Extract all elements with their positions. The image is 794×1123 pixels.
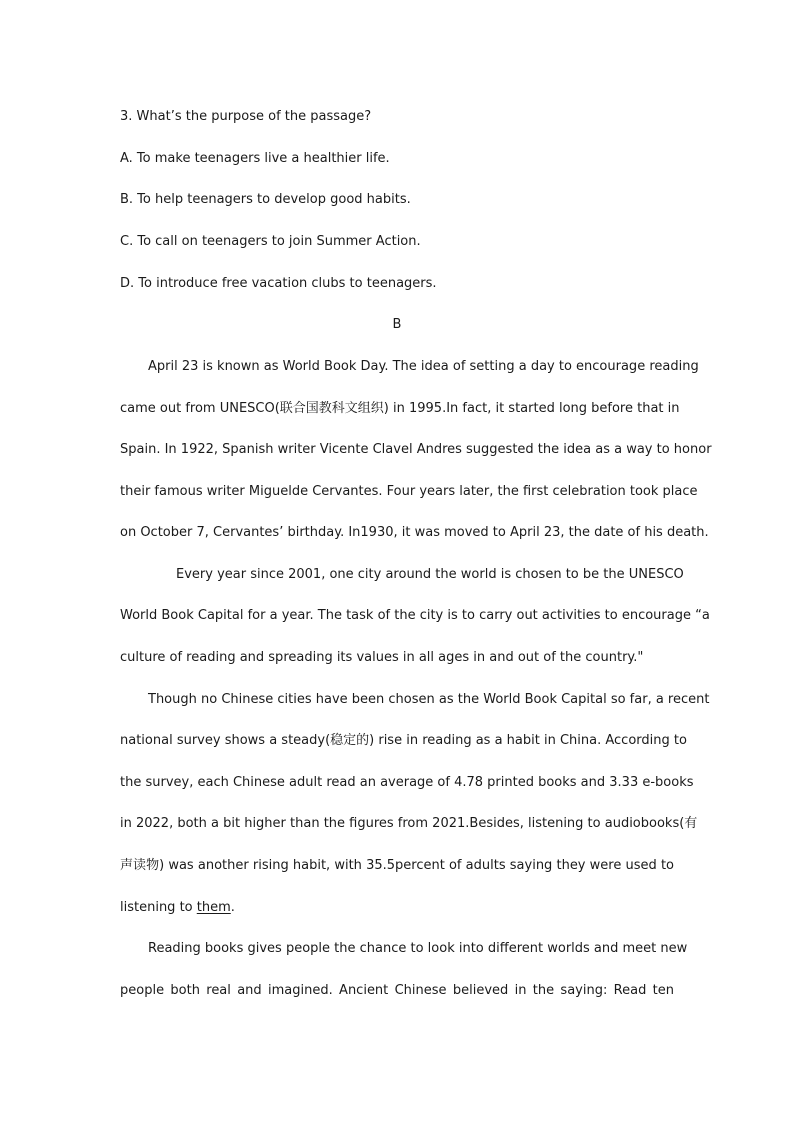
section-title: B bbox=[392, 317, 402, 332]
option-d: D. To introduce free vacation clubs to teenagers. bbox=[120, 276, 437, 291]
option-a: A. To make teenagers live a healthier life. bbox=[120, 151, 390, 166]
p3-last-suffix: . bbox=[230, 900, 235, 915]
p1-line-4: their famous writer Miguelde Cervantes. Four years later, the first celebration took place bbox=[120, 484, 698, 499]
p3-line-5: 声读物) was another rising habit, with 35.5percent of adults saying they were used to bbox=[120, 858, 674, 873]
option-c: C. To call on teenagers to join Summer Action. bbox=[120, 234, 421, 249]
question-stem: 3. What’s the purpose of the passage? bbox=[120, 109, 372, 124]
p3-line-4: in 2022, both a bit higher than the figures from 2021.Besides, listening to audiobooks(有 bbox=[120, 816, 698, 831]
p4-line-1: Reading books gives people the chance to look into different worlds and meet new bbox=[148, 941, 688, 956]
p3-line-3: the survey, each Chinese adult read an average of 4.78 printed books and 3.33 e-books bbox=[120, 775, 694, 790]
p2-line-2: World Book Capital for a year. The task of the city is to carry out activities to encourage “a bbox=[120, 608, 710, 623]
p2-line-3: culture of reading and spreading its values in all ages in and out of the country." bbox=[120, 650, 644, 665]
p3-line-6 bbox=[120, 899, 674, 917]
p1-line-3: Spain. In 1922, Spanish writer Vicente Clavel Andres suggested the idea as a way to honor bbox=[120, 442, 712, 457]
p3-line-1: Though no Chinese cities have been chosen as the World Book Capital so far, a recent bbox=[148, 692, 710, 707]
underlined-word: them bbox=[196, 900, 231, 915]
p4-line-2: people both real and imagined. Ancient Chinese believed in the saying: Read ten bbox=[120, 983, 674, 998]
p3-last-prefix: listening to bbox=[120, 900, 197, 915]
p1-line-1: April 23 is known as World Book Day. The idea of setting a day to encourage reading bbox=[148, 359, 699, 374]
p3-line-2: national survey shows a steady(稳定的) rise in reading as a habit in China. According to bbox=[120, 733, 687, 748]
p1-line-2: came out from UNESCO(联合国教科文组织) in 1995.In fact, it started long before that in bbox=[120, 401, 680, 416]
option-b: B. To help teenagers to develop good habits. bbox=[120, 192, 411, 207]
p1-line-5: on October 7, Cervantes’ birthday. In1930, it was moved to April 23, the date of his death. bbox=[120, 525, 709, 540]
p2-line-1: Every year since 2001, one city around the world is chosen to be the UNESCO bbox=[176, 567, 684, 582]
